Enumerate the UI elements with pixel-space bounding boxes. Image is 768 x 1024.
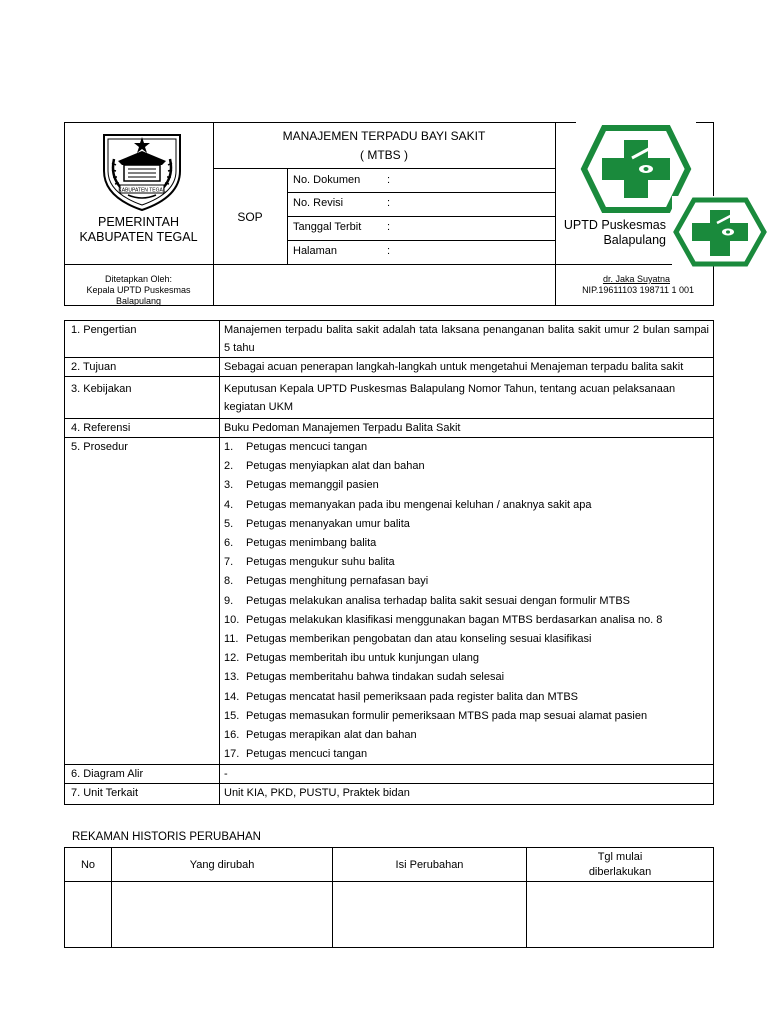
history-col-date-line2: diberlakukan xyxy=(588,865,652,878)
ditetapkan-location: Balapulang xyxy=(115,296,162,306)
field-value-halaman: : xyxy=(387,245,391,257)
section-label: 7. Unit Terkait xyxy=(65,784,220,805)
header-divider xyxy=(287,216,555,217)
step-number: 17. xyxy=(224,748,240,761)
procedure-step xyxy=(224,668,709,687)
procedure-step xyxy=(224,553,709,572)
section-label: 1. Pengertian xyxy=(65,321,220,358)
procedure-step xyxy=(224,457,709,476)
sop-label: SOP xyxy=(237,210,263,224)
procedure-step xyxy=(224,592,709,611)
section-row xyxy=(65,321,714,358)
section-text: Sebagai acuan penerapan langkah-langkah untuk mengetahui Menajeman terpadu balita sakit xyxy=(220,358,714,377)
section-row xyxy=(65,419,714,438)
procedure-list xyxy=(224,438,709,764)
field-label-tanggal-terbit: Tanggal Terbit xyxy=(293,221,362,233)
step-number: 10. xyxy=(224,613,240,626)
field-label-no-revisi: No. Revisi xyxy=(293,197,344,209)
step-text: Petugas melakukan analisa terhadap balita sakit sesuai dengan formulir MTBS xyxy=(246,594,630,607)
kabupaten-tegal-seal-icon xyxy=(98,131,186,213)
history-table xyxy=(64,847,714,948)
step-number: 11. xyxy=(224,633,239,646)
document-subtitle: ( MTBS ) xyxy=(360,148,408,162)
step-number: 14. xyxy=(224,690,240,703)
step-text: Petugas memasukan formulir pemeriksaan MTBS pada map sesuai alamat pasien xyxy=(246,709,648,722)
procedure-cell xyxy=(220,438,714,765)
step-number: 12. xyxy=(224,652,240,665)
history-empty-row xyxy=(65,882,714,948)
section-row xyxy=(65,358,714,377)
field-value-no-dokumen: : xyxy=(387,174,391,186)
header-divider xyxy=(287,240,555,241)
document-title: MANAJEMEN TERPADU BAYI SAKIT xyxy=(282,129,486,143)
history-col-changed: Yang dirubah xyxy=(112,848,333,882)
field-label-no-dokumen: No. Dokumen xyxy=(293,174,361,186)
field-label-halaman: Halaman xyxy=(293,245,338,257)
step-text: Petugas mencatat hasil pemeriksaan pada register balita dan MTBS xyxy=(246,690,579,703)
ditetapkan-label: Ditetapkan Oleh: xyxy=(104,274,173,284)
uptd-name: UPTD Puskesmas xyxy=(563,218,666,232)
section-row xyxy=(65,765,714,784)
step-text: Petugas menimbang balita xyxy=(246,537,377,550)
procedure-step xyxy=(224,476,709,495)
step-number: 16. xyxy=(224,729,240,742)
step-text: Petugas mencuci tangan xyxy=(246,748,368,761)
step-number: 1. xyxy=(224,441,234,453)
field-value-no-revisi: : xyxy=(387,197,391,209)
step-number: 5. xyxy=(224,517,234,530)
history-title: REKAMAN HISTORIS PERUBAHAN xyxy=(72,831,261,843)
section-text: Buku Pedoman Manajemen Terpadu Balita Sakit xyxy=(220,419,714,438)
section-label: 3. Kebijakan xyxy=(65,377,220,419)
procedure-step xyxy=(224,496,709,515)
ditetapkan-position: Kepala UPTD Puskesmas xyxy=(86,285,191,295)
step-text: Petugas memanggil pasien xyxy=(246,479,379,492)
section-row xyxy=(65,438,714,765)
step-text: Petugas memberitah ibu untuk kunjungan ulang xyxy=(246,652,479,665)
step-number: 4. xyxy=(224,498,234,511)
step-number: 13. xyxy=(224,671,240,684)
procedure-step xyxy=(224,688,709,707)
sop-content-table xyxy=(64,320,714,805)
section-text: Keputusan Kepala UPTD Puskesmas Balapulang Nomor Tahun, tentang acuan pelaksanaan kegiatan UKM xyxy=(220,377,714,419)
history-col-content: Isi Perubahan xyxy=(333,848,527,882)
step-text: Petugas memberitahu bahwa tindakan sudah selesai xyxy=(246,671,505,684)
header-divider xyxy=(555,122,556,306)
procedure-step xyxy=(224,534,709,553)
procedure-step xyxy=(224,649,709,668)
step-number: 8. xyxy=(224,575,234,588)
step-number: 7. xyxy=(224,556,234,569)
step-text: Petugas menyiapkan alat dan bahan xyxy=(246,460,425,473)
step-text: Petugas menghitung pernafasan bayi xyxy=(246,575,429,588)
section-label: 6. Diagram Alir xyxy=(65,765,220,784)
step-number: 9. xyxy=(224,594,234,607)
step-text: Petugas merapikan alat dan bahan xyxy=(246,729,417,742)
procedure-step xyxy=(224,611,709,630)
procedure-step xyxy=(224,438,709,457)
signer-name: dr. Jaka Suyatna xyxy=(602,274,670,284)
procedure-step xyxy=(224,572,709,591)
step-text: Petugas memanyakan pada ibu mengenai keluhan / anaknya sakit apa xyxy=(246,498,592,511)
history-col-date-line1: Tgl mulai xyxy=(597,850,643,863)
puskesmas-logo-small-icon xyxy=(672,196,768,272)
signer-nip: NIP.19611103 198711 1 001 xyxy=(582,285,694,295)
history-header-row xyxy=(65,848,714,882)
header-divider xyxy=(213,168,555,169)
section-text: Manajemen terpadu balita sakit adalah tata laksana penanganan balita sakit umur 2 bulan sampai 5 tahu xyxy=(220,321,714,358)
section-row xyxy=(65,784,714,805)
step-text: Petugas menanyakan umur balita xyxy=(246,517,410,530)
seal-text: KABUPATEN TEGAL xyxy=(118,187,166,194)
field-value-tanggal-terbit: : xyxy=(387,221,391,233)
procedure-step xyxy=(224,726,709,745)
header-divider xyxy=(64,264,714,265)
section-row xyxy=(65,377,714,419)
procedure-step xyxy=(224,630,709,649)
section-text: - xyxy=(220,765,714,784)
step-number: 15. xyxy=(224,709,240,722)
regency-name: KABUPATEN TEGAL xyxy=(79,230,198,244)
section-label: 5. Prosedur xyxy=(65,438,220,765)
step-number: 3. xyxy=(224,479,234,492)
section-label: 2. Tujuan xyxy=(65,358,220,377)
step-number: 6. xyxy=(224,537,234,550)
procedure-step xyxy=(224,745,709,764)
step-text: Petugas melakukan klasifikasi menggunakan bagan MTBS berdasarkan analisa no. 8 xyxy=(246,613,663,626)
history-col-no: No xyxy=(65,848,112,882)
history-cell xyxy=(333,882,527,948)
header-divider xyxy=(287,192,555,193)
procedure-step xyxy=(224,515,709,534)
uptd-location: Balapulang xyxy=(603,233,666,247)
history-cell xyxy=(112,882,333,948)
step-text: Petugas mengukur suhu balita xyxy=(246,556,395,569)
government-name: PEMERINTAH xyxy=(97,215,180,229)
history-col-date xyxy=(527,848,714,882)
section-label: 4. Referensi xyxy=(65,419,220,438)
history-cell xyxy=(65,882,112,948)
history-cell xyxy=(527,882,714,948)
procedure-step xyxy=(224,707,709,726)
step-number: 2. xyxy=(224,460,234,473)
step-text: Petugas mencuci tangan xyxy=(246,441,368,453)
section-text: Unit KIA, PKD, PUSTU, Praktek bidan xyxy=(220,784,714,805)
step-text: Petugas memberikan pengobatan dan atau konseling sesuai klasifikasi xyxy=(246,633,592,646)
